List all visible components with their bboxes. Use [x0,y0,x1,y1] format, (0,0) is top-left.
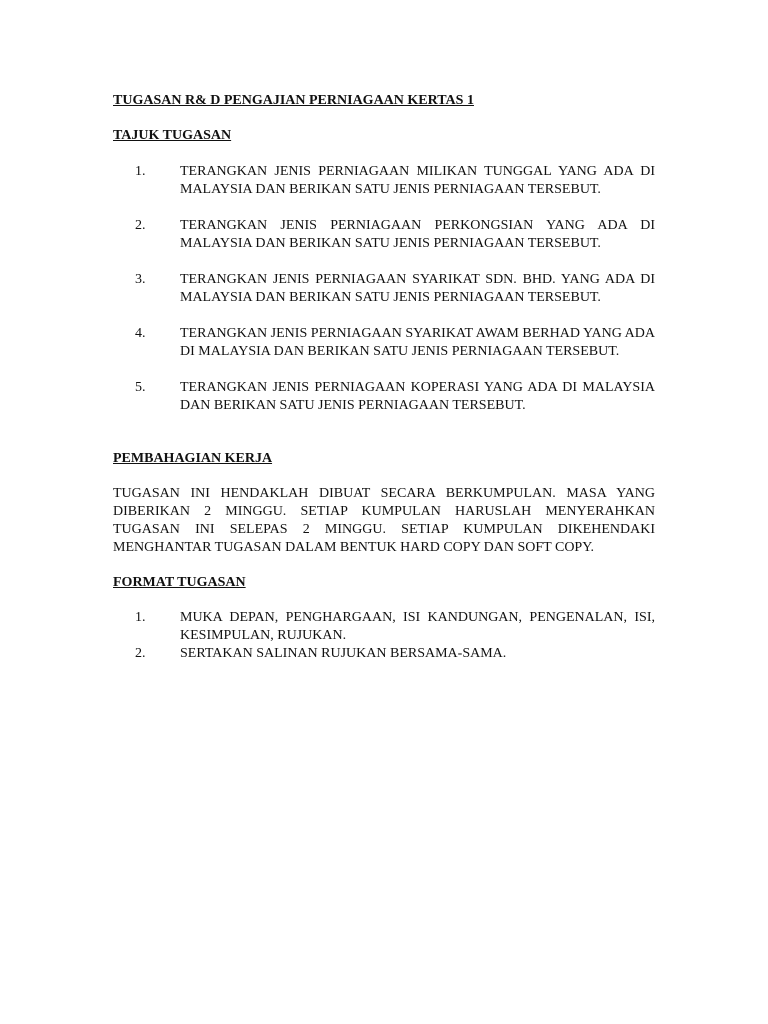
format-item-2 [113,645,655,663]
format-list [113,609,655,663]
tajuk-item-1 [113,163,655,199]
tajuk-item-5 [113,379,655,415]
item-number: 5. [135,380,146,395]
item-text: TERANGKAN JENIS PERNIAGAAN MILIKAN TUNGGAL YANG ADA DI MALAYSIA DAN BERIKAN SATU JENIS PERNIAGAAN TERSEBUT. [180,164,655,197]
format-heading: FORMAT TUGASAN [113,575,246,590]
item-text: SERTAKAN SALINAN RUJUKAN BERSAMA-SAMA. [180,646,507,661]
tajuk-item-4 [113,325,655,361]
pembahagian-paragraph: TUGASAN INI HENDAKLAH DIBUAT SECARA BERKUMPULAN. MASA YANG DIBERIKAN 2 MINGGU. SETIAP KUMPULAN HARUSLAH MENYERAHKAN TUGASAN INI SELEPAS 2 MINGGU. SETIAP KUMPULAN DIKEHENDAKI MENGHANTAR TUGASAN DALAM BENTUK HARD COPY DAN SOFT COPY. [113,486,655,555]
item-number: 4. [135,326,146,341]
document-title: TUGASAN R& D PENGAJIAN PERNIAGAAN KERTAS 1 [113,93,474,108]
item-number: 1. [135,610,146,625]
tajuk-item-3 [113,271,655,307]
item-number: 1. [135,164,146,179]
tajuk-heading: TAJUK TUGASAN [113,128,232,143]
item-text: TERANGKAN JENIS PERNIAGAAN KOPERASI YANG ADA DI MALAYSIA DAN BERIKAN SATU JENIS PERNIAGAAN TERSEBUT. [180,380,655,413]
item-text: MUKA DEPAN, PENGHARGAAN, ISI KANDUNGAN, PENGENALAN, ISI, KESIMPULAN, RUJUKAN. [180,610,655,643]
item-text: TERANGKAN JENIS PERNIAGAAN SYARIKAT AWAM BERHAD YANG ADA DI MALAYSIA DAN BERIKAN SATU JENIS PERNIAGAAN TERSEBUT. [180,326,655,359]
item-number: 2. [135,646,146,661]
item-number: 2. [135,218,146,233]
document-page [113,92,655,663]
item-number: 3. [135,272,146,287]
tajuk-list [113,163,655,415]
pembahagian-heading: PEMBAHAGIAN KERJA [113,451,273,466]
tajuk-item-2 [113,217,655,253]
item-text: TERANGKAN JENIS PERNIAGAAN SYARIKAT SDN. BHD. YANG ADA DI MALAYSIA DAN BERIKAN SATU JENIS PERNIAGAAN TERSEBUT. [180,272,655,305]
item-text: TERANGKAN JENIS PERNIAGAAN PERKONGSIAN YANG ADA DI MALAYSIA DAN BERIKAN SATU JENIS PERNIAGAAN TERSEBUT. [180,218,655,251]
format-item-1 [113,609,655,645]
